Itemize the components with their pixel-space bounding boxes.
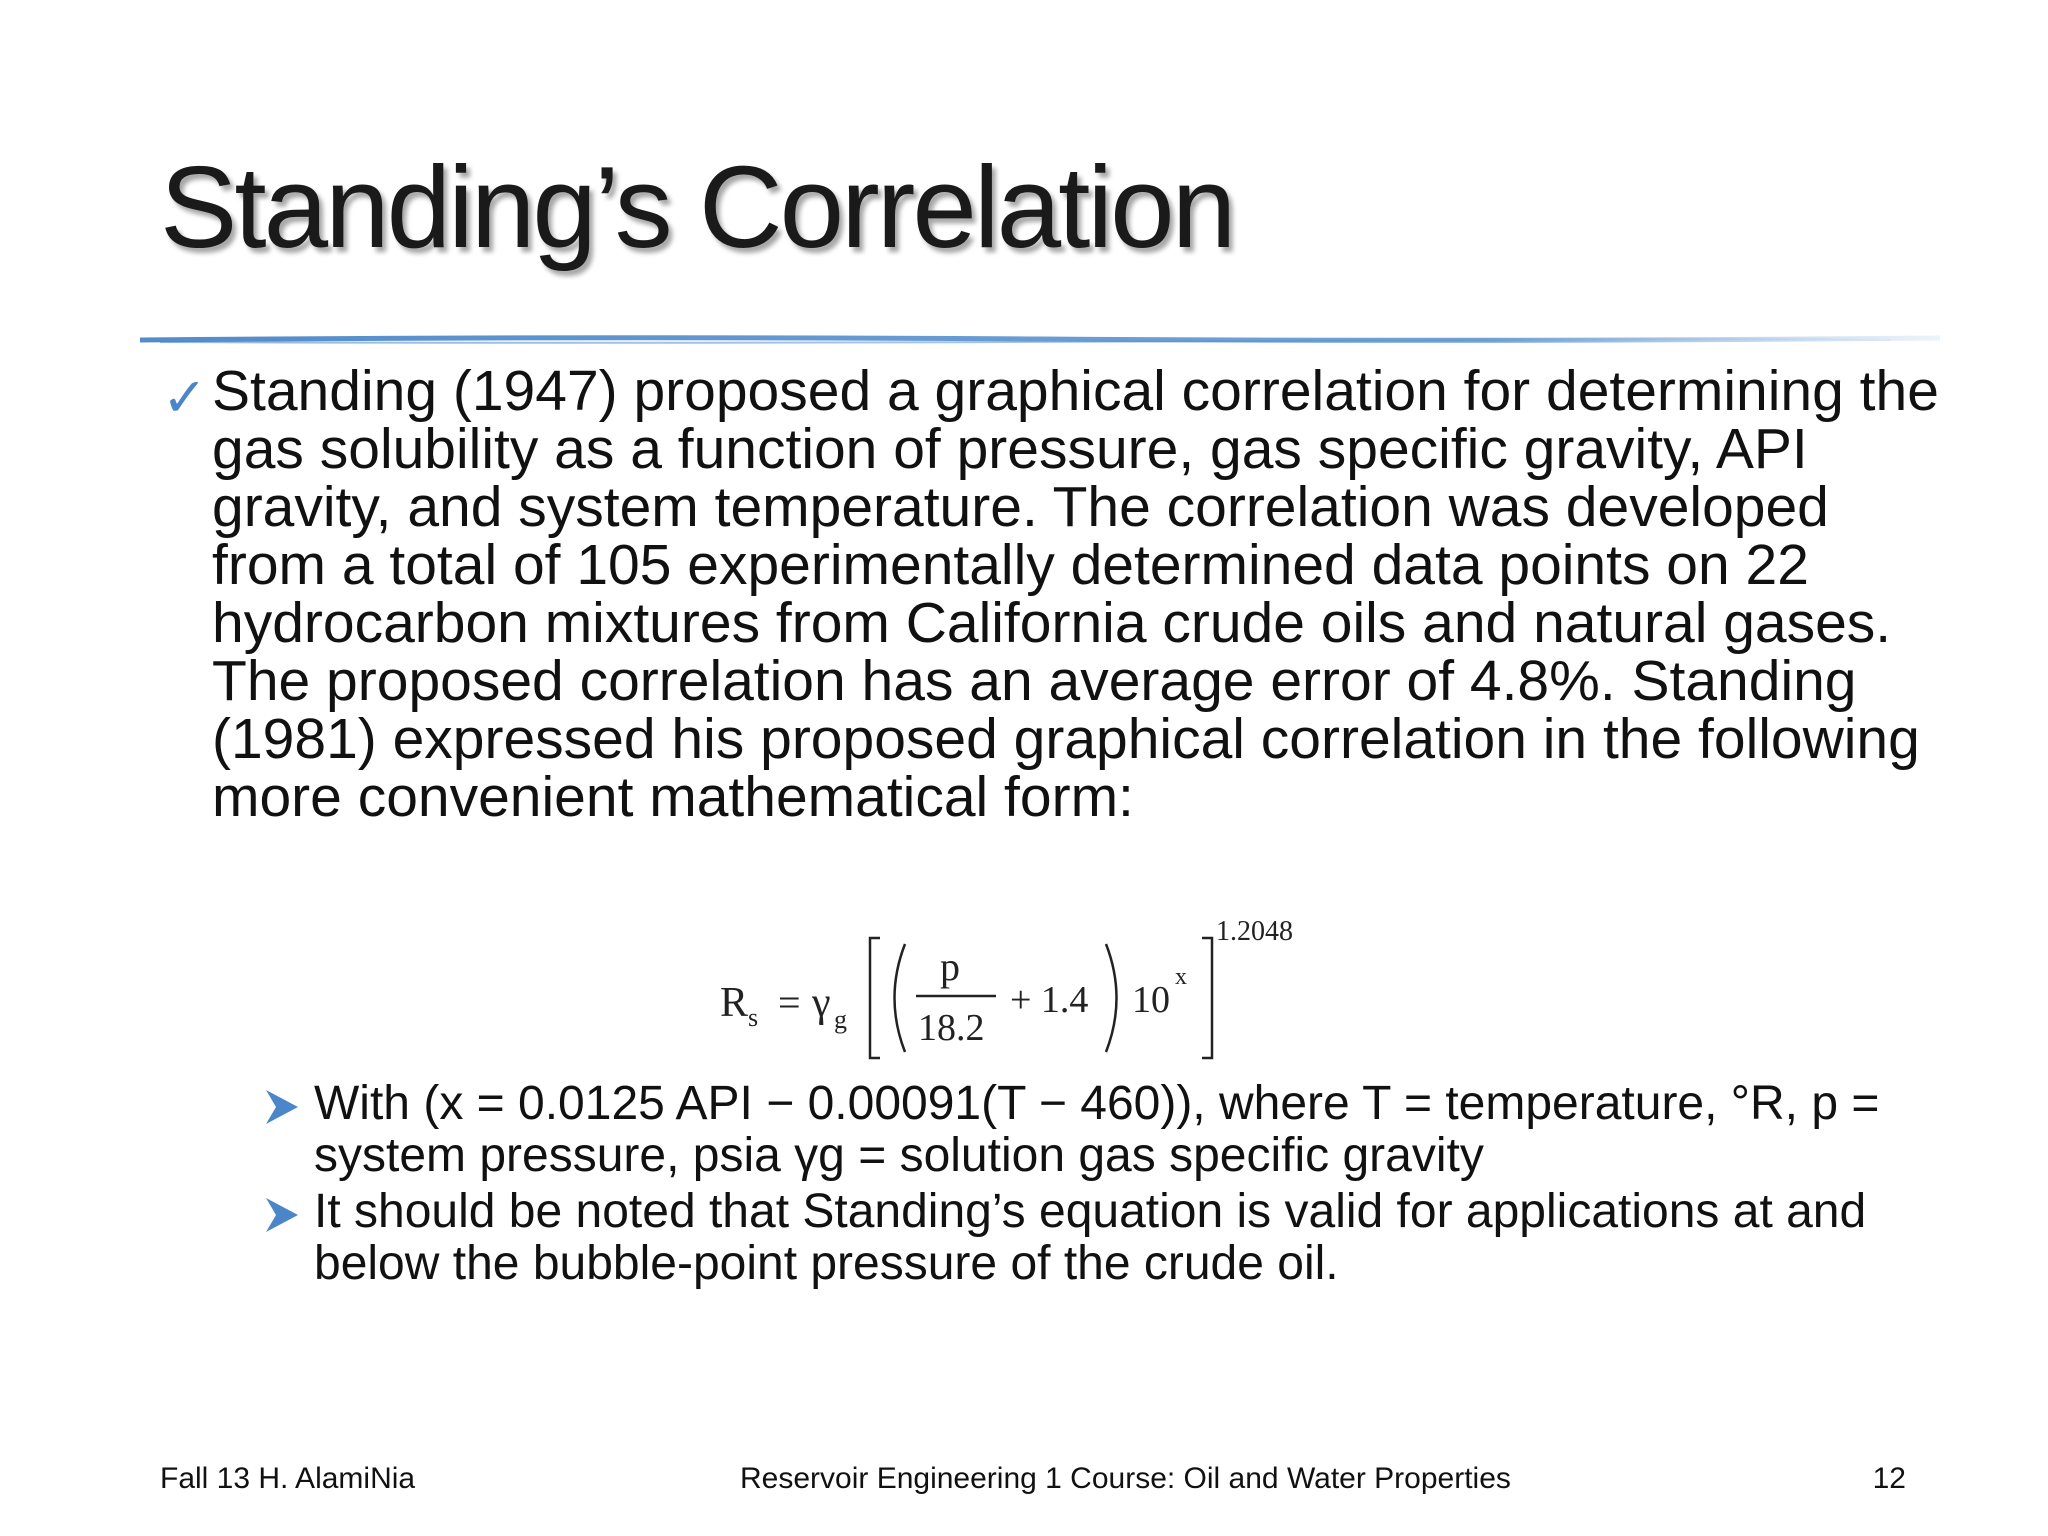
footer-author: Fall 13 H. AlamiNia	[160, 1462, 416, 1495]
checkmark-icon: ✓	[162, 368, 208, 428]
slide-title: Standing’s Correlation	[160, 142, 1234, 272]
sub-bullet-text: With (x = 0.0125 API − 0.00091(T − 460)), where T = temperature, °R, p = system pressure, psia γg = solution gas specific gravity	[314, 1077, 1880, 1182]
left-bracket-icon	[870, 938, 880, 1058]
formula-gamma-sub: g	[834, 1005, 847, 1034]
formula-gamma: γ	[812, 980, 831, 1026]
main-bullet-text: Standing (1947) proposed a graphical correlation for determining the gas solubility as a function of pressure, gas specific gravity, API gravity, and system temperature. The correlation was developed from a total of 105 experimentally determined data points on 22 hydrocarbon mixtures from California crude oils and natural gases. The proposed correlation has an average error of 4.8%. Standing (1981) expressed his proposed graphical correlation in the following more convenient mathematical form:	[212, 359, 1939, 829]
formula-ten: 10	[1132, 979, 1170, 1021]
sub-bullet-item	[262, 1186, 1902, 1290]
formula-ten-exp: x	[1175, 964, 1187, 990]
arrow-bullet-icon	[262, 1194, 302, 1236]
title-divider	[140, 330, 1940, 350]
sub-bullet-item	[262, 1078, 1902, 1182]
standing-formula	[720, 918, 1340, 1068]
main-bullet	[162, 359, 1942, 829]
page-number: 12	[1872, 1462, 1906, 1495]
footer-course: Reservoir Engineering 1 Course: Oil and Water Properties	[740, 1462, 1511, 1495]
formula-numerator: p	[940, 944, 960, 989]
formula-lhs-sub: s	[748, 1003, 759, 1032]
formula-denominator: 18.2	[918, 1007, 985, 1049]
formula-lhs: R	[720, 980, 749, 1026]
right-paren-icon	[1106, 944, 1117, 1052]
formula-plus-term: + 1.4	[1010, 979, 1089, 1021]
right-bracket-icon	[1202, 938, 1212, 1058]
arrow-bullet-icon	[262, 1086, 302, 1128]
sub-bullet-text: It should be noted that Standing’s equation is valid for applications at and below the bubble-point pressure of the crude oil.	[314, 1185, 1867, 1290]
formula-outer-exp: 1.2048	[1216, 918, 1293, 947]
sub-bullet-list	[262, 1078, 1902, 1294]
left-paren-icon	[895, 944, 906, 1052]
formula-equals: =	[778, 980, 801, 1025]
